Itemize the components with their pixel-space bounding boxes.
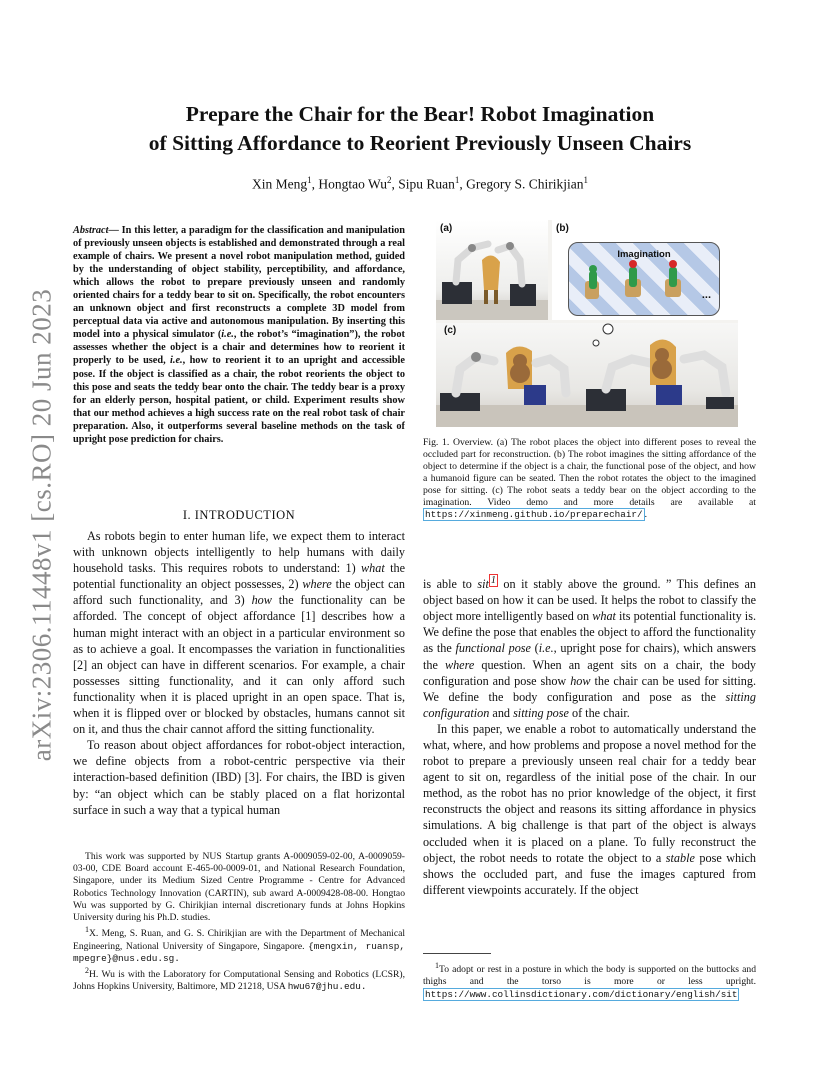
dictionary-link[interactable]: https://www.collinsdictionary.com/dictionary/english/sit [425,988,738,1000]
panel-a-label: (a) [440,223,453,234]
intro-p1-text-c: the object can afford such functionality, and 3) [73,577,405,608]
footnote-aff2-marker: 2 [85,966,89,976]
footnote-aff1-text: X. Meng, S. Ruan, and G. S. Chirikjian are with the Department of Mechanical Engineering, National University of Singapore, Singapore. [73,928,405,952]
right-ie: i.e. [538,641,554,656]
footnote-affiliation-1 [73,924,405,965]
figure-panel-c [436,323,738,427]
section-heading-introduction: I. INTRODUCTION [182,508,296,522]
right-how: how [570,673,591,688]
right-p1-g: the chair can be used for sitting. We define the body configuration and pose as the [423,673,757,704]
intro-paragraph-2: To reason about object affordances for robot-object interaction, we define objects from a robot-centric perspective via their interaction-based definition (IBD) [3]. For chairs, the IBD is given by: “an object which can be stably placed on a flat horizontal surface in such a way that a typical human [73,738,405,817]
intro-p1-text-b: the potential functionality an object possesses, 2) [73,561,405,592]
right-p2-b: pose which shows the occluded part, and fuse the images captured from different viewpoints accurately. If the object [423,850,756,897]
author-1: Xin Meng [252,176,308,192]
figure-1-caption [423,437,756,521]
footnote-funding: This work was supported by NUS Startup grants A-0009059-02-00, A-0009059-03-00, CDE Board account E-465-00-0009-01, and National Research Foundation, Singapore, under its Medium Sized Centre Programme - Centre for Advanced Robotics Technology Innovation (CARTIN), sub award A-0009428-08-00. Hongtao Wu was supported by G. Chirikjian internal discretionary funds at Johns Hopkins University during his Ph.D. studies. [73,851,405,924]
imagined-sitting-figures [569,243,719,315]
intro-where: where [302,577,332,592]
intro-what: what [361,561,385,576]
right-sit-word: sit [477,577,489,592]
panel-c-label: (c) [444,325,457,336]
project-website-link[interactable]: https://xinmeng.github.io/preparechair/ [425,509,643,521]
introduction-left-column [73,528,405,818]
right-p2-a: In this paper, we enable a robot to automatically understand the what, where, and how problems and propose a novel method for the robot to prepare a previously unseen real chair for a teddy bear agent to sit on, regardless of the initial pose of the chair. In our method, as the robot has no prior knowledge of the object, it first reconstructs the object and reasons its sitting affordance in physics simulations. A big challenge is that part of the object is always occluded when it is placed on a plane. To fully reconstruct the object, the robot needs to rotate the object to a [423,721,756,865]
right-paragraph-2 [423,721,756,898]
figure-1-overview [436,220,738,427]
title-line-1: Prepare the Chair for the Bear! Robot Imagination [185,102,655,126]
author-1-affiliation: 1 [307,175,312,185]
abstract-ie-2: i.e. [170,355,183,367]
right-p1-d: ( [530,641,539,656]
footnote-divider [423,953,491,954]
author-4-affiliation: 1 [583,175,588,185]
more-poses-ellipsis: ... [701,289,711,301]
author-3-affiliation: 1 [454,175,460,185]
footnote-aff1-marker: 1 [85,925,89,935]
panel-b-label: (b) [556,223,569,234]
paper-title [80,100,760,158]
right-paragraph-1 [423,573,756,721]
right-functional-pose: functional pose [455,641,531,656]
right-sitting-configuration: sitting configuration [423,689,756,720]
abstract-dash: — [108,225,122,236]
right-sitting-pose: sitting pose [513,705,569,720]
robot-seating-teddy-bear-illustration [436,323,738,427]
footnote-aff2-text: H. Wu is with the Laboratory for Computational Sensing and Robotics (LCSR), Johns Hopkins University, Baltimore, MD 21218, USA [73,969,405,993]
right-where: where [444,657,475,672]
right-p1-h: and [489,705,514,720]
arxiv-identifier-stamp [22,290,62,760]
abstract [73,224,405,446]
imagination-label: Imagination [617,249,671,260]
footnote-aff2-email: hwu67@jhu.edu. [287,981,367,993]
right-p1-f: question. When an agent sits on a chair, the body configuration and pose show [423,657,757,688]
abstract-text-1: In this letter, a paradigm for the classification and manipulation of previously unseen objects is established and demonstrated through a real example of chairs. We present a novel robot manipulation method, guided by the understanding of object stability, perceptibility, and affordance, which allows the robot to prepare previously unseen and randomly oriented chairs for a teddy bear to sit on. Specifically, the robot encounters an unknown object and first reconstructs a complete 3D model from perceptual data via active and autonomous manipulation. By inserting this model into a physical simulator ( [73,225,405,341]
footnote-affiliation-2 [73,965,405,994]
right-p1-e: , upright pose for chairs), which answers the [423,641,756,672]
abstract-label: Abstract [73,225,109,236]
abstract-ie-1: i.e. [221,329,234,341]
intro-how: how [251,593,272,608]
caption-text: Fig. 1. Overview. (a) The robot places the object into different poses to reveal the occluded part for reconstruction. (b) The robot imagines the sitting affordance of the object to determine if the object is a chair, the functional pose of the object, and how a humanoid figure can be seated. Then the robot rotates the object to the imagined pose for sitting. (c) The robot seats a teddy bear on the object according to the imagination. Video demo and more details are available at [423,437,756,509]
author-4: Gregory S. Chirikjian [466,176,584,192]
intro-p1-text-a: As robots begin to enter human life, we expect them to interact with unknown objects intelligently to help humans with daily household tasks. This requires robots to understand: 1) [73,529,405,576]
title-line-2: of Sitting Affordance to Reorient Previously Unseen Chairs [148,131,692,155]
arxiv-id-text: arXiv:2306.11448v1 [cs.RO] 20 Jun 2023 [26,288,57,762]
introduction-right-column [423,573,756,898]
footnote-1-marker-link[interactable]: 1 [490,575,496,586]
robot-placing-object-illustration [436,220,548,320]
abstract-text-2: , the robot’s “imagination”), the robot assesses whether the object is a chair and determines how to reorient it properly to be used, [73,329,405,367]
footnote-1-paragraph [423,960,756,1001]
footnote-aff1-email: {mengxin, ruansp, mpegre}@nus.edu.sg. [73,940,406,964]
right-what: what [592,609,616,624]
author-3: Sipu Ruan [398,176,455,192]
right-stable: stable [665,850,695,865]
right-p1-a: is able to [423,577,478,592]
right-p1-b: on it stably above the ground. ” This defines an object based on how it can be used. It helps the robot to classify the object more intelligently based on [423,577,756,624]
author-list: Xin Meng$^1$, Hongtao Wu$^2$, Sipu Ruan$^1$, Gregory S. Chirikjian$^1$ [252,175,588,192]
author-2-affiliation: 2 [386,175,392,185]
right-p1-c: its potential functionality is. We define the pose that enables the object to afford the functionality as the [423,609,756,656]
figure-panel-b [552,220,738,320]
footnote-1-text: To adopt or rest in a posture in which the body is supported on the buttocks and thighs and the torso is more or less upright. [423,964,756,988]
author-2: Hongtao Wu [318,176,387,192]
intro-paragraph-1 [73,528,405,737]
footnotes-left [73,851,405,994]
right-p1-i: of the chair. [568,705,630,720]
figure-panel-a [436,220,548,320]
abstract-text-3: , how to reorient it to an upright and accessible pose. If the object is classified as a chair, the robot reorients the object to this pose and seats the teddy bear onto the chair. The teddy bear is a proxy for an elderly person, hospital patient, or child. Experiment results show that our method achieves a high success rate on the real robot task of chair preparation. Also, it outperforms several baseline methods on the task of upright pose prediction for chairs. [73,355,405,445]
footnote-1-marker: 1 [435,961,439,970]
caption-end: . [644,509,648,521]
intro-p1-text-d: the functionality can be afforded. The concept of object affordance [1] describes how a human might interact with an object in a particular environment so as to achieve a goal. It encompasses the variation in functionalities [2] an object can have in different scenarios. For example, a chair possesses sitting functionality, and it can only afford such functionality when it is placed upright in an open space. That is, when it is flipped over or blocked by obstacles, humans cannot sit on it, and thus the chair cannot afford the sitting functionality. [73,593,405,737]
imagination-thought-bubble [568,242,720,316]
footnote-1-definition-of-sit [423,960,756,1001]
